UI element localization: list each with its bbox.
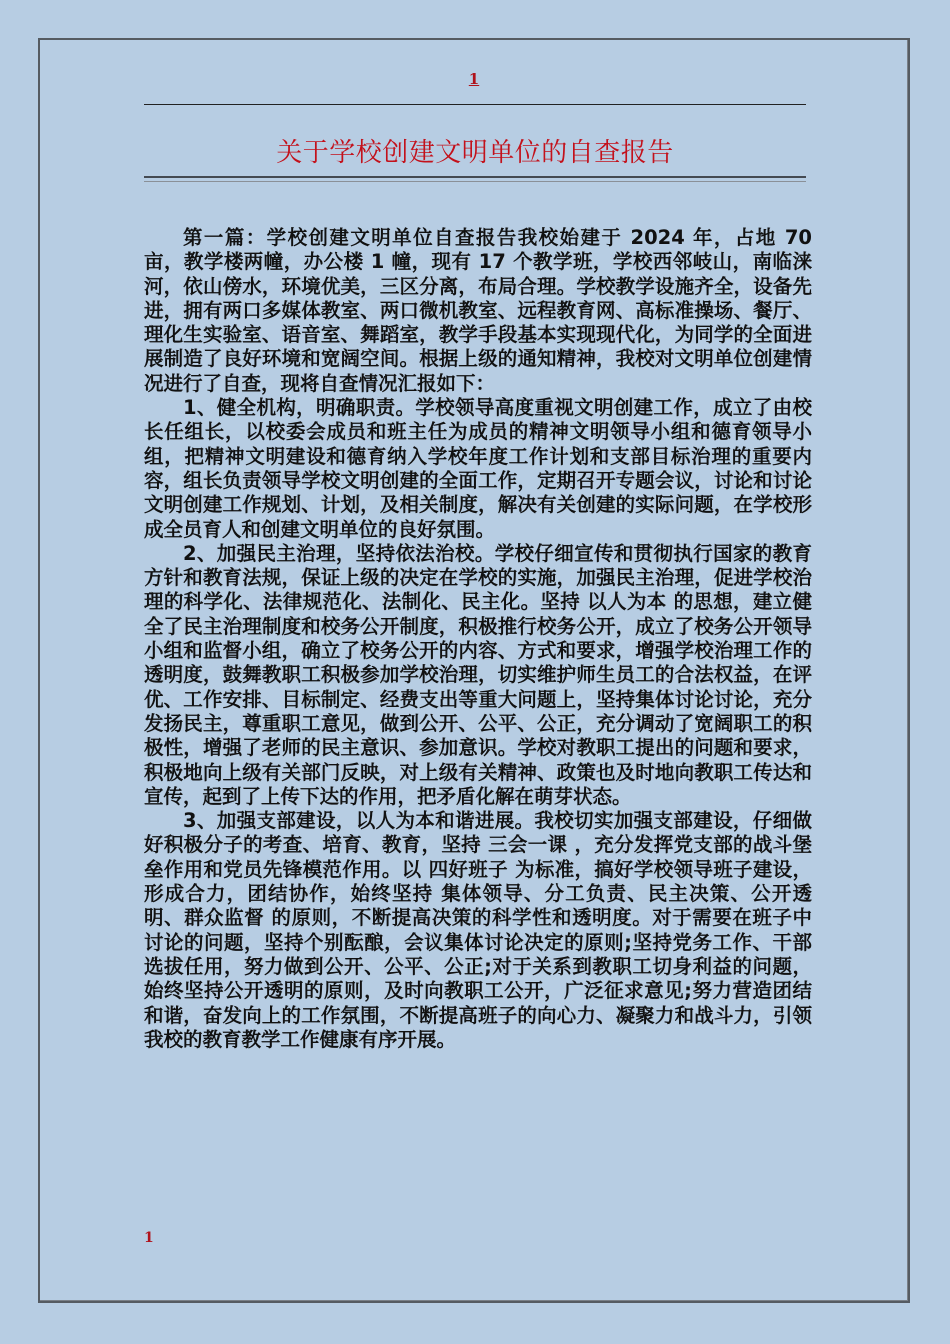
document-page — [38, 38, 910, 1303]
title-divider-shadow — [144, 181, 806, 182]
header-page-number: 1 — [468, 70, 480, 88]
paragraph-section-1: 1、健全机构，明确职责。学校领导高度重视文明创建工作，成立了由校长任组长，以校委会成员和班主任为成员的精神文明领导小组和德育领导小组，把精神文明建设和德育纳入学校年度工作计划和支部目标治理的重要内容，组长负责领导学校文明创建的全面工作，定期召开专题会议，讨论和讨论文明创建工作规划、计划，及相关制度，解决有关创建的实际问题，在学校形成全员育人和创建文明单位的良好氛围。 — [144, 396, 812, 541]
footer-page-number: 1 — [144, 1230, 154, 1246]
paragraph-section-3: 3、加强支部建设，以人为本和谐进展。我校切实加强支部建设，仔细做好积极分子的考查、培育、教育，坚持 三会一课 ，充分发挥党支部的战斗堡垒作用和党员先锋模范作用。以 四好班子 为标准，搞好学校领导班子建设，形成合力，团结协作，始终坚持 集体领导、分工负责、民主决策、公开透明、群众监督 的原则，不断提高决策的科学性和透明度。对于需要在班子中讨论的问题，坚持个别酝酿，会议集体讨论决定的原则;坚持党务工作、干部选拔任用，努力做到公开、公平、公正;对于关系到教职工切身利益的问题，始终坚持公开透明的原则，及时向教职工公开，广泛征求意见;努力营造团结和谐，奋发向上的工作氛围，不断提高班子的向心力、凝聚力和战斗力，引领我校的教育教学工作健康有序开展。 — [144, 809, 812, 1051]
paragraph-section-2: 2、加强民主治理，坚持依法治校。学校仔细宣传和贯彻执行国家的教育方针和教育法规，保证上级的决定在学校的实施，加强民主治理，促进学校治理的科学化、法律规范化、法制化、民主化。坚持 以人为本 的思想，建立健全了民主治理制度和校务公开制度，积极推行校务公开，成立了校务公开领导小组和监督小组，确立了校务公开的内容、方式和要求，增强学校治理工作的透明度，鼓舞教职工积极参加学校治理，切实维护师生员工的合法权益，在评优、工作安排、目标制定、经费支出等重大问题上，坚持集体讨论讨论，充分发扬民主，尊重职工意见，做到公开、公平、公正，充分调动了宽阔职工的积极性，增强了老师的民主意识、参加意识。学校对教职工提出的问题和要求，积极地向上级有关部门反映，对上级有关精神、政策也及时地向教职工传达和宣传，起到了上传下达的作用，把矛盾化解在萌芽状态。 — [144, 541, 813, 808]
paragraph-intro: 第一篇：学校创建文明单位自查报告我校始建于 2024 年，占地 70 亩，教学楼两幢，办公楼 1 幢，现有 17 个教学班，学校西邻岐山，南临涞河，依山傍水，环境优美，三区分离，布局合理。学校教学设施齐全，设备先进，拥有两口多媒体教室、两口微机教室、远程教育网、高标准操场、餐厅、理化生实验室、语音室、舞蹈室，教学手段基本实现现代化，为同学的全面进展制造了良好环境和宽阔空间。根据上级的通知精神，我校对文明单位创建情况进行了自查，现将自查情况汇报如下： — [144, 226, 812, 395]
document-body — [144, 226, 812, 1052]
header-divider — [144, 104, 806, 105]
document-title: 关于学校创建文明单位的自查报告 — [276, 138, 674, 168]
title-divider — [144, 176, 806, 178]
